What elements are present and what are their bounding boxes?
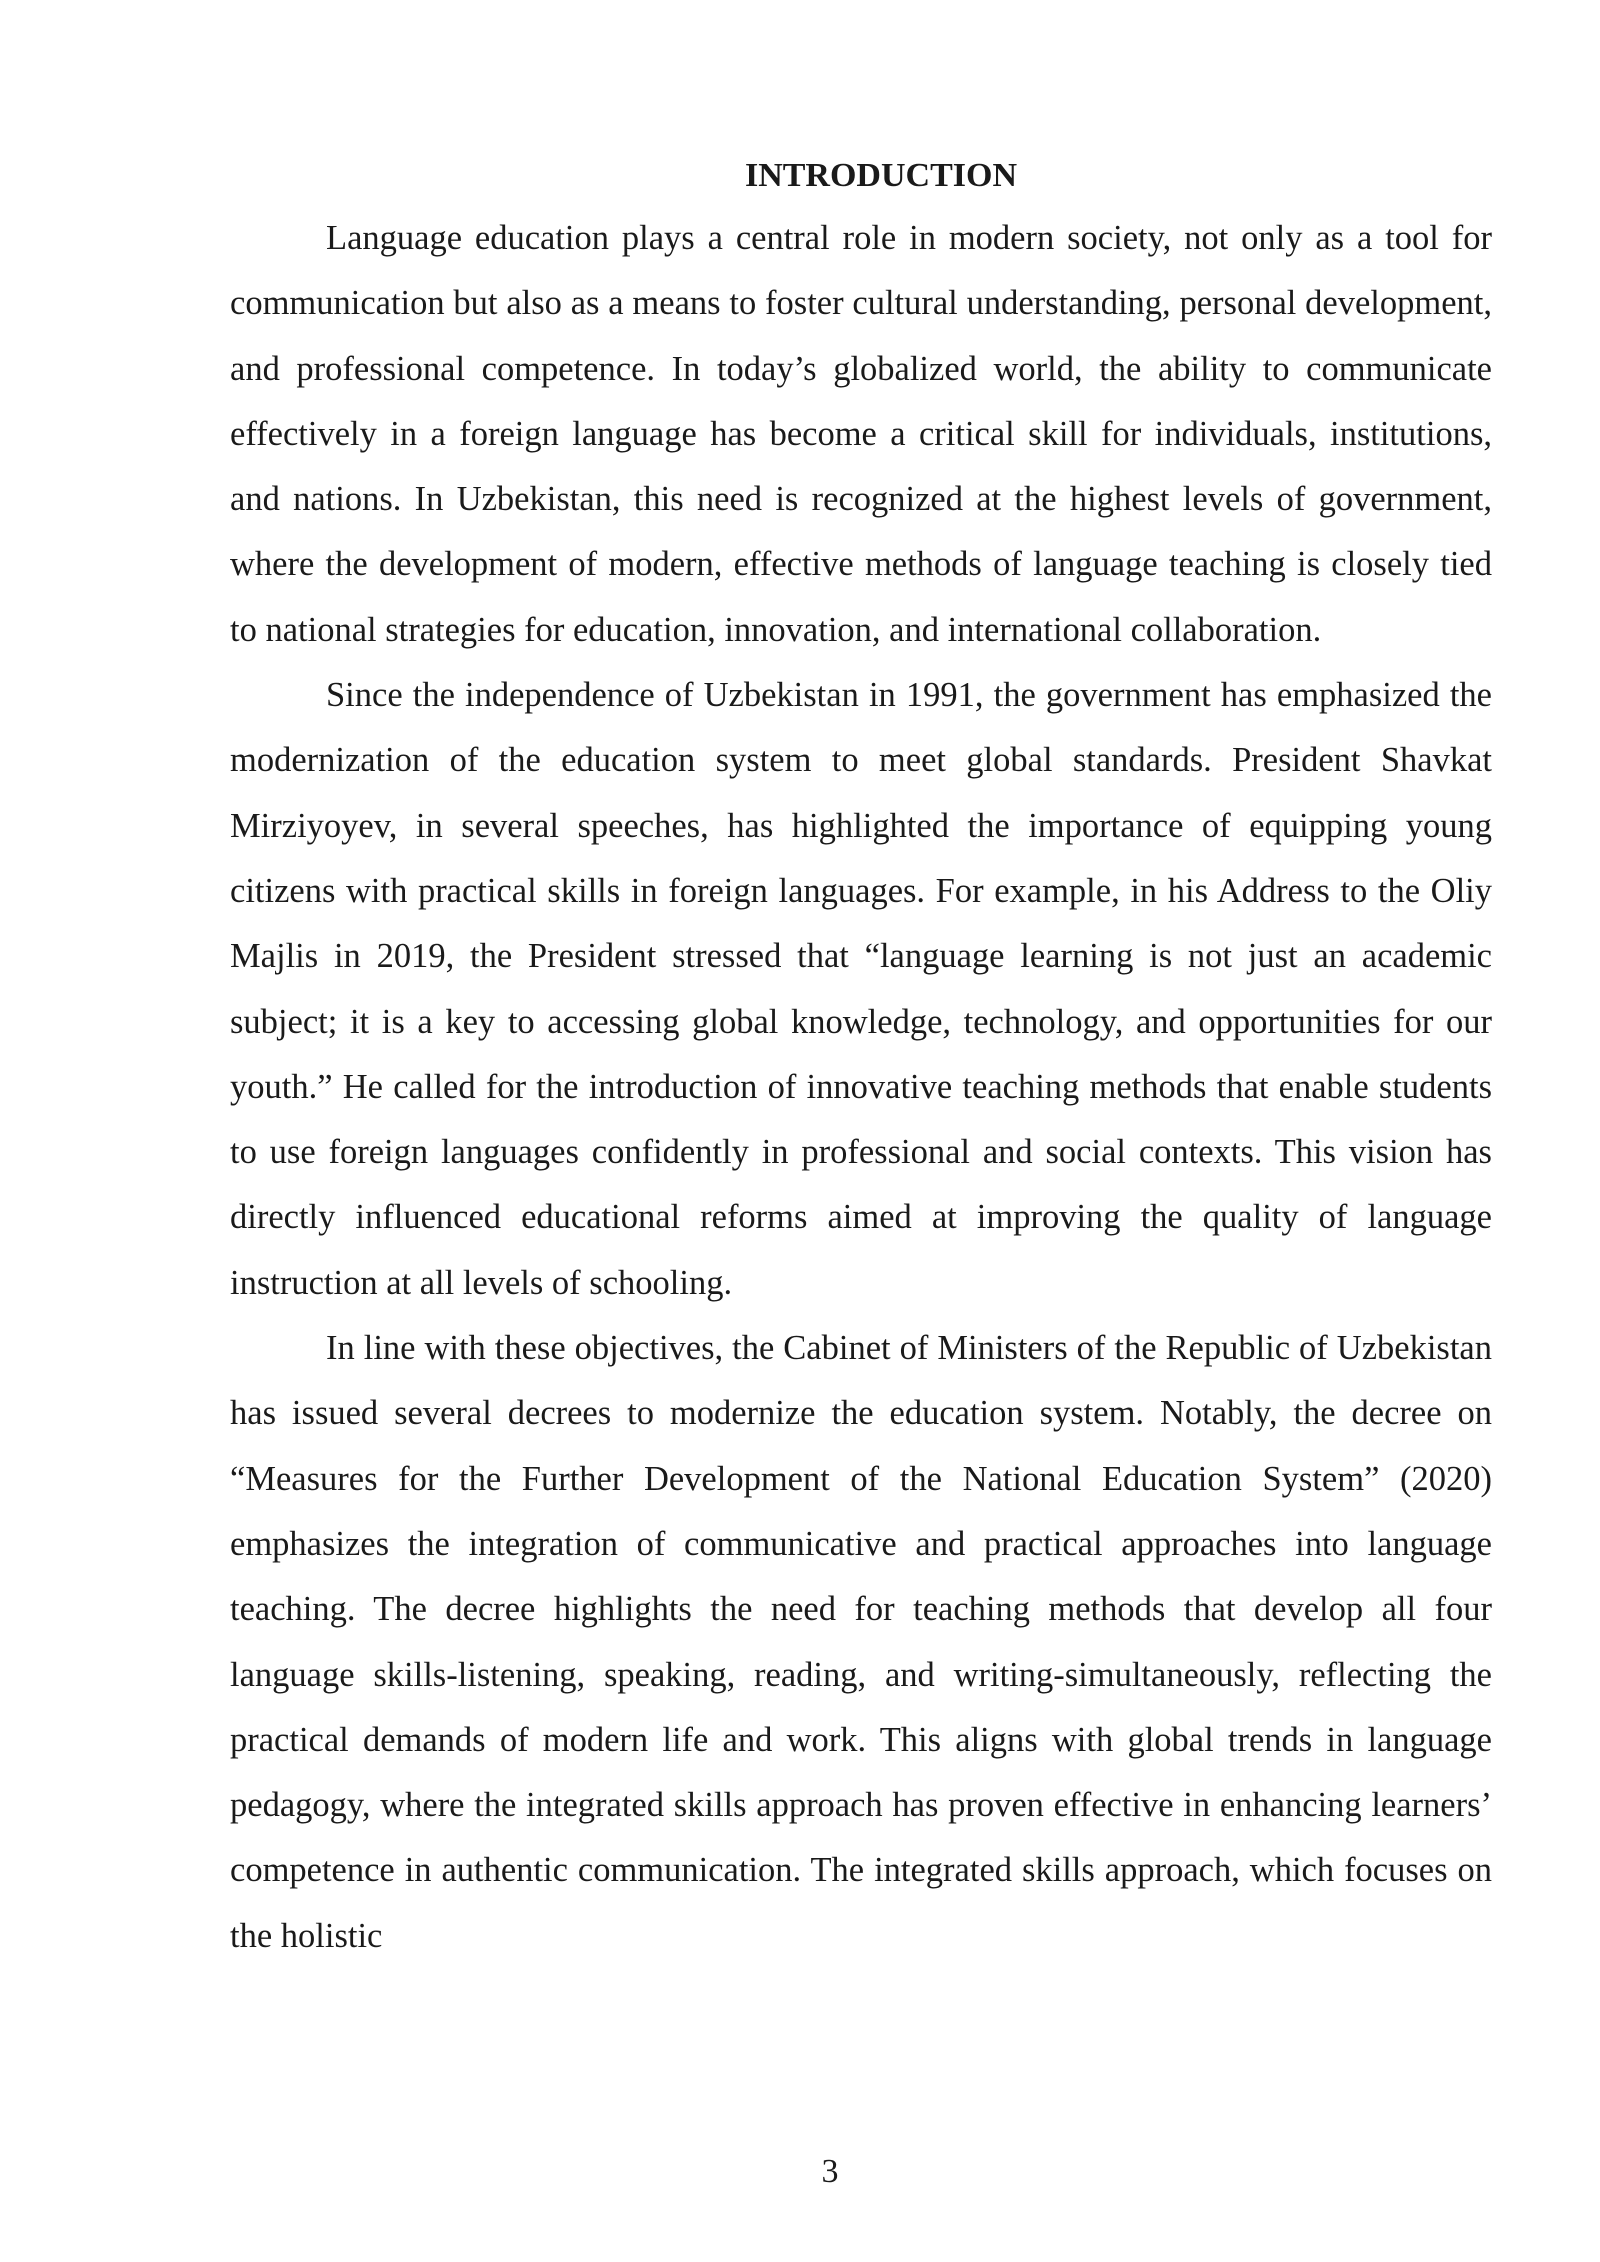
- paragraph-intro: Language education plays a central role in modern society, not only as a tool for communication but also as a means to foster cultural understanding, personal development, and professional competence. In today’s globalized world, the ability to communicate effectively in a foreign language has become a critical skill for individuals, institutions, and nations. In Uzbekistan, this need is recognized at the highest levels of government, where the development of modern, effective methods of language teaching is closely tied to national strategies for education, innovation, and international collaboration.: [230, 219, 1492, 649]
- page-body: [230, 146, 1492, 1969]
- paragraph-decrees: In line with these objectives, the Cabinet of Ministers of the Republic of Uzbekistan has issued several decrees to modernize the education system. Notably, the decree on “Measures for the Further Development of the National Education System” (2020) emphasizes the integration of communicative and practical approaches into language teaching. The decree highlights the need for teaching methods that develop all four language skills-listening, speaking, reading, and writing-simultaneously, reflecting the practical demands of modern life and work. This aligns with global trends in language pedagogy, where the integrated skills approach has proven effective in enhancing learners’ competence in authentic communication. The integrated skills approach, which focuses on the holistic: [230, 1329, 1492, 1955]
- paragraph-independence: Since the independence of Uzbekistan in 1991, the government has emphasized the modernization of the education system to meet global standards. President Shavkat Mirziyoyev, in several speeches, has highlighted the importance of equipping young citizens with practical skills in foreign languages. For example, in his Address to the Oliy Majlis in 2019, the President stressed that “language learning is not just an academic subject; it is a key to accessing global knowledge, technology, and opportunities for our youth.” He called for the introduction of innovative teaching methods that enable students to use foreign languages confidently in professional and social contexts. This vision has directly influenced educational reforms aimed at improving the quality of language instruction at all levels of schooling.: [230, 676, 1492, 1302]
- page-number: 3: [821, 2153, 839, 2190]
- page-title: INTRODUCTION: [744, 157, 1018, 194]
